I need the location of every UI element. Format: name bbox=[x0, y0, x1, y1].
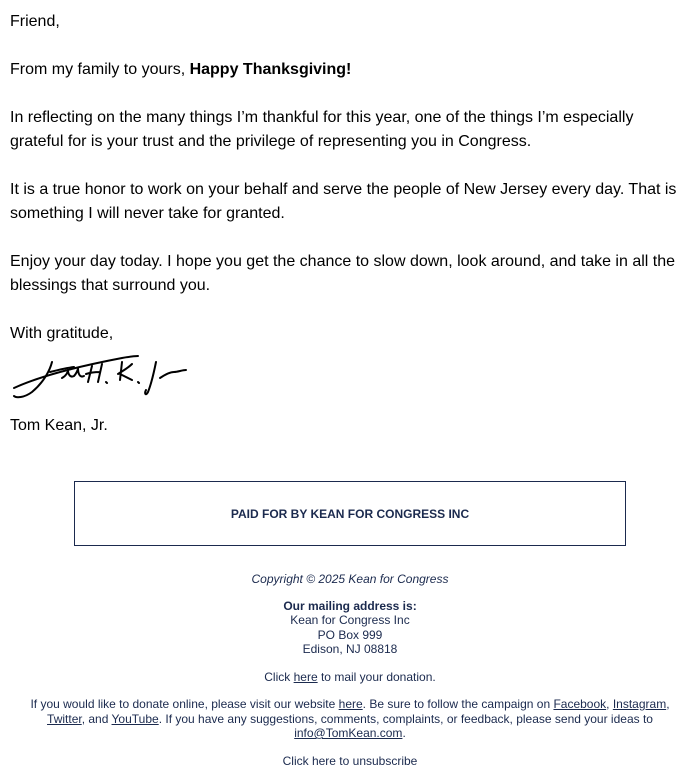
unsubscribe-link[interactable]: Click here to unsubscribe bbox=[282, 753, 418, 768]
paragraph-enjoy: Enjoy your day today. I hope you get the chance to slow down, look around, and take in all the blessings that surround you. bbox=[10, 253, 676, 294]
closing: With gratitude, bbox=[10, 325, 114, 342]
comma-1: , bbox=[606, 697, 613, 711]
email-suffix: . bbox=[402, 726, 406, 740]
signer-name: Tom Kean, Jr. bbox=[10, 417, 108, 434]
letter-body bbox=[10, 10, 680, 462]
greeting: Friend, bbox=[10, 13, 60, 30]
intro-bold: Happy Thanksgiving! bbox=[189, 61, 352, 78]
mail-donation-link[interactable]: here bbox=[293, 669, 318, 684]
address-line-1: Kean for Congress Inc bbox=[290, 613, 410, 627]
online-suffix: . If you have any suggestions, comments, complaints, or feedback, please send your ideas to bbox=[158, 711, 653, 726]
mail-suffix: to mail your donation. bbox=[317, 669, 436, 684]
online-prefix: If you would like to donate online, please visit our website bbox=[30, 697, 339, 711]
mail-prefix: Click bbox=[264, 669, 294, 684]
paid-for-text: PAID FOR BY KEAN FOR CONGRESS INC bbox=[230, 506, 470, 521]
and-text: , and bbox=[81, 711, 112, 726]
donate-online-paragraph bbox=[0, 697, 700, 741]
mailing-address-title: Our mailing address is: bbox=[283, 598, 417, 613]
intro-prefix: From my family to yours, bbox=[10, 61, 190, 78]
instagram-link[interactable]: Instagram bbox=[612, 697, 667, 711]
paragraph-honor: It is a true honor to work on your behalf and serve the people of New Jersey every day. That is something I will never take for granted. bbox=[10, 181, 677, 222]
facebook-link[interactable]: Facebook bbox=[553, 697, 607, 711]
email-link[interactable]: info@TomKean.com bbox=[294, 726, 403, 740]
mail-donation-line bbox=[0, 670, 700, 685]
address-line-3: Edison, NJ 08818 bbox=[302, 642, 398, 656]
online-mid: . Be sure to follow the campaign on bbox=[362, 697, 554, 711]
paragraph-thankful: In reflecting on the many things I’m thankful for this year, one of the things I’m especially grateful for is your trust and the privilege of representing you in Congress. bbox=[10, 109, 634, 150]
paid-for-disclaimer-box bbox=[74, 481, 626, 546]
signature-image bbox=[10, 348, 190, 400]
intro-line bbox=[10, 58, 680, 82]
youtube-link[interactable]: YouTube bbox=[111, 711, 159, 726]
copyright: Copyright © 2025 Kean for Congress bbox=[251, 572, 449, 586]
website-link[interactable]: here bbox=[338, 697, 363, 711]
twitter-link[interactable]: Twitter bbox=[47, 711, 82, 726]
footer bbox=[0, 572, 700, 768]
comma-2: , bbox=[666, 697, 670, 711]
address-line-2: PO Box 999 bbox=[317, 627, 383, 642]
